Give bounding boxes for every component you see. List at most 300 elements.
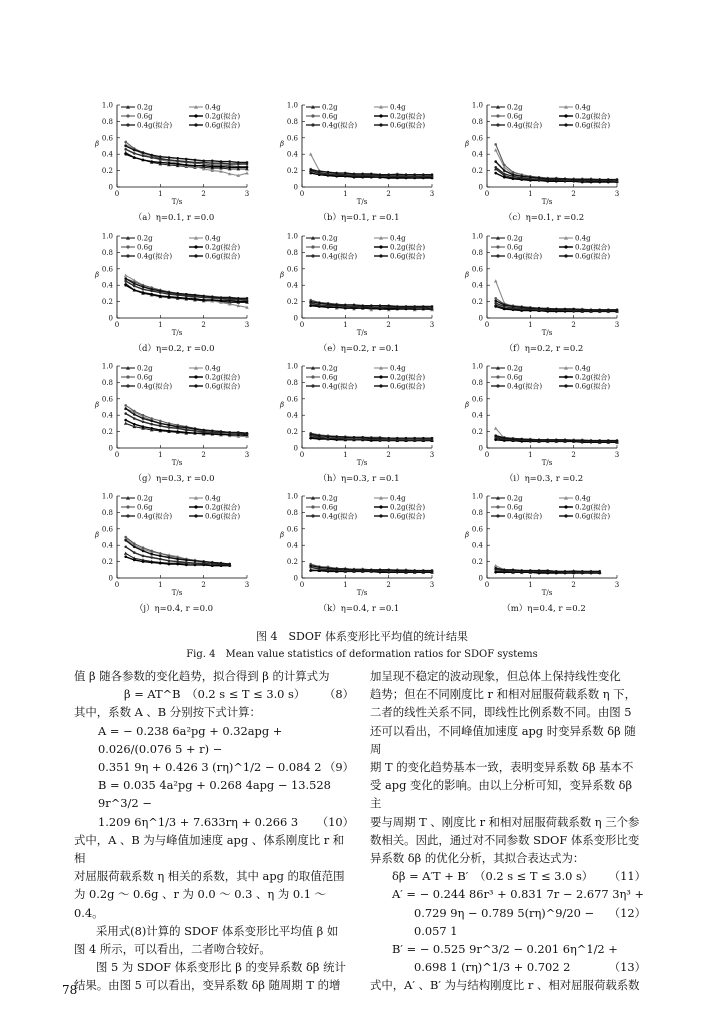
data-point <box>124 274 128 277</box>
y-tick-label: 0.4 <box>471 150 483 159</box>
legend-label: 0.4g <box>205 234 221 243</box>
data-point <box>150 561 153 564</box>
data-point <box>185 429 188 432</box>
x-tick-label: 0 <box>114 190 120 198</box>
legend-marker <box>126 245 129 248</box>
y-tick-label: 0.4 <box>286 411 298 420</box>
y-tick-label: 0 <box>293 183 298 192</box>
data-point <box>202 160 205 163</box>
y-tick-label: 0.8 <box>286 378 298 387</box>
data-point <box>124 412 127 415</box>
y-tick-label: 0.4 <box>471 411 483 420</box>
legend-label: 0.2g <box>322 364 338 373</box>
x-tick-label: 2 <box>571 190 576 198</box>
y-tick-label: 0.2 <box>286 298 298 307</box>
data-point <box>546 439 549 442</box>
data-point <box>520 306 523 309</box>
legend-marker <box>564 514 567 517</box>
chart-panel-k <box>279 493 434 615</box>
data-point <box>133 410 136 413</box>
data-point <box>237 300 240 303</box>
data-point <box>133 156 136 159</box>
data-point <box>176 292 179 295</box>
y-tick-label: 0.4 <box>471 541 483 550</box>
data-point <box>150 553 153 556</box>
data-point <box>494 302 497 305</box>
y-tick-label: 0.2 <box>101 167 113 176</box>
y-tick-label: 0.8 <box>101 248 113 257</box>
legend-marker <box>379 114 382 117</box>
y-tick-label: 0.2 <box>471 298 483 307</box>
data-point <box>176 425 179 428</box>
panel-subtitle: （b）η=0.1, r =0.1 <box>318 213 400 223</box>
data-point <box>168 159 171 162</box>
legend-label: 0.6g(拟合) <box>390 382 426 391</box>
data-point <box>168 295 171 298</box>
y-tick-label: 0.4 <box>101 411 113 420</box>
x-tick-label: 1 <box>343 451 348 459</box>
legend-label: 0.6g <box>507 373 523 382</box>
legend-marker <box>194 245 197 248</box>
data-point <box>379 173 382 176</box>
data-point <box>194 298 197 301</box>
data-point <box>431 173 434 176</box>
legend-label: 0.6g(拟合) <box>205 382 241 391</box>
y-tick-label: 0.2 <box>286 558 298 567</box>
data-point <box>555 570 558 573</box>
data-point <box>142 155 145 158</box>
legend-marker <box>311 384 314 387</box>
x-tick-label: 3 <box>614 451 620 459</box>
data-point <box>503 176 506 179</box>
x-tick-label: 3 <box>429 190 435 198</box>
data-point <box>503 308 506 311</box>
data-point <box>370 173 373 176</box>
data-point <box>590 178 593 181</box>
data-point <box>512 438 515 441</box>
data-point <box>246 432 249 435</box>
legend-marker <box>126 123 129 126</box>
y-axis-label: β <box>464 140 470 148</box>
left-column <box>74 667 354 995</box>
y-tick-label: 0 <box>478 574 483 583</box>
legend-label: 0.2g <box>322 234 338 243</box>
legend-label: 0.2g(拟合) <box>575 112 611 121</box>
data-point <box>361 436 364 439</box>
legend-marker <box>379 123 382 126</box>
data-point <box>176 563 179 566</box>
data-point <box>159 295 162 298</box>
legend-label: 0.6g(拟合) <box>575 121 611 130</box>
data-point <box>159 555 162 558</box>
legend-label: 0.2g <box>137 364 153 373</box>
data-point <box>142 288 145 291</box>
data-point <box>581 439 584 442</box>
data-point <box>413 437 416 440</box>
legend-label: 0.4g(拟合) <box>137 512 173 521</box>
data-point <box>124 546 127 549</box>
legend-label: 0.6g(拟合) <box>575 252 611 261</box>
data-point <box>142 151 145 154</box>
data-point <box>512 173 515 176</box>
data-point <box>512 305 515 308</box>
data-point <box>142 546 145 549</box>
body-text: 要与周期 T 、刚度比 r 和相对屈服荷载系数 η 三个参 <box>370 814 640 829</box>
data-point <box>124 153 127 156</box>
x-tick-label: 0 <box>114 581 120 589</box>
legend-label: 0.4g(拟合) <box>322 252 358 261</box>
legend-label: 0.2g(拟合) <box>390 112 426 121</box>
equation-12a: A′ = − 0.244 86r³ + 0.831 7r − 2.677 3η³ + <box>392 887 645 902</box>
body-text: 二者的线性关系不同，即线性比例系数不同。由图 5 <box>370 705 632 720</box>
data-point <box>309 569 312 572</box>
data-point <box>538 177 541 180</box>
data-point <box>124 280 127 283</box>
y-tick-label: 1.0 <box>286 101 298 110</box>
y-tick-label: 1.0 <box>286 492 298 501</box>
chart-panel-g <box>94 363 249 485</box>
legend-label: 0.2g <box>322 494 338 503</box>
y-axis-label: β <box>464 401 470 409</box>
data-point <box>211 295 214 298</box>
x-tick-label: 0 <box>484 321 490 329</box>
panel-subtitle: （j）η=0.4, r =0.0 <box>134 604 214 614</box>
data-point <box>494 300 497 303</box>
data-point <box>150 420 153 423</box>
data-point <box>168 156 171 159</box>
y-tick-label: 0.6 <box>471 265 483 274</box>
y-tick-label: 0.8 <box>101 378 113 387</box>
data-point <box>538 569 541 572</box>
legend-marker <box>126 114 129 117</box>
x-tick-label: 2 <box>571 451 576 459</box>
data-point <box>494 571 497 574</box>
data-point <box>176 558 179 561</box>
y-tick-label: 0.4 <box>101 281 113 290</box>
data-point <box>168 162 171 165</box>
x-axis-label: T/s <box>541 589 553 597</box>
data-point <box>413 173 416 176</box>
y-tick-label: 0 <box>293 444 298 453</box>
chart-panel-d <box>94 233 249 355</box>
data-point <box>335 172 338 175</box>
y-tick-label: 1.0 <box>471 101 483 110</box>
data-point <box>529 569 532 572</box>
data-point <box>361 569 364 572</box>
x-tick-label: 1 <box>343 321 348 329</box>
data-point <box>211 430 214 433</box>
y-tick-label: 1.0 <box>471 362 483 371</box>
data-point <box>564 439 567 442</box>
data-point <box>353 569 356 572</box>
data-point <box>168 291 171 294</box>
y-tick-label: 1.0 <box>286 362 298 371</box>
data-point <box>520 569 523 572</box>
equation-9a: A = − 0.238 6a²pg + 0.32apg + 0.026/(0.076 5 + r) − <box>98 723 283 756</box>
legend-marker <box>194 384 197 387</box>
y-axis-label: β <box>94 140 100 148</box>
data-point <box>503 569 506 572</box>
y-tick-label: 0.4 <box>101 541 113 550</box>
legend-label: 0.4g(拟合) <box>322 382 358 391</box>
data-point <box>133 149 136 152</box>
legend-label: 0.6g <box>322 112 338 121</box>
legend-marker <box>126 254 129 257</box>
data-point <box>564 570 567 573</box>
figure-caption-en: Fig. 4 Mean value statistics of deformation ratios for SDOF systems <box>186 649 538 660</box>
legend-label: 0.2g(拟合) <box>205 373 241 382</box>
legend-label: 0.4g(拟合) <box>322 121 358 130</box>
y-tick-label: 0 <box>108 314 113 323</box>
data-point <box>413 569 416 572</box>
data-point <box>194 428 197 431</box>
y-axis-label: β <box>464 531 470 539</box>
legend-label: 0.2g(拟合) <box>390 503 426 512</box>
x-tick-label: 1 <box>528 190 533 198</box>
data-point <box>494 305 497 308</box>
panel-subtitle: （c）η=0.1, r =0.2 <box>503 213 585 223</box>
data-point <box>520 175 523 178</box>
legend-label: 0.6g(拟合) <box>390 252 426 261</box>
equation-9b: 0.351 9η + 0.426 3 (rη)^1/2 − 0.084 2 （9） <box>98 760 354 775</box>
data-point <box>211 165 214 168</box>
data-point <box>344 172 347 175</box>
body-text: 为 0.2g ～ 0.6g 、r 为 0.0 ～ 0.3 、η 为 0.1 ～ 0.4。 <box>74 887 327 920</box>
legend-marker <box>496 375 499 378</box>
y-tick-label: 0.2 <box>286 167 298 176</box>
legend-label: 0.2g(拟合) <box>575 373 611 382</box>
data-point <box>142 550 145 553</box>
data-point <box>405 437 408 440</box>
data-point <box>555 308 558 311</box>
y-tick-label: 0.8 <box>101 508 113 517</box>
y-tick-label: 0 <box>108 444 113 453</box>
data-point <box>370 437 373 440</box>
chart-panel-c <box>464 102 619 224</box>
legend-marker <box>496 384 499 387</box>
y-tick-label: 1.0 <box>471 492 483 501</box>
data-point <box>494 166 497 169</box>
data-point <box>422 569 425 572</box>
data-point <box>142 417 145 420</box>
y-tick-label: 0.4 <box>286 281 298 290</box>
y-tick-label: 0.2 <box>101 298 113 307</box>
legend-marker <box>379 384 382 387</box>
x-tick-label: 0 <box>484 581 490 589</box>
data-point <box>529 176 532 179</box>
data-point <box>405 173 408 176</box>
data-point <box>159 420 162 423</box>
data-point <box>124 284 127 287</box>
data-point <box>379 304 382 307</box>
y-tick-label: 0.6 <box>101 525 113 534</box>
data-point <box>309 304 312 307</box>
x-tick-label: 3 <box>244 451 250 459</box>
data-point <box>168 426 171 429</box>
y-axis-label: β <box>279 271 285 279</box>
legend-label: 0.4g(拟合) <box>507 512 543 521</box>
data-point <box>159 422 162 425</box>
data-point <box>185 297 188 300</box>
data-point <box>335 568 338 571</box>
body-text: 加呈现不稳定的波动现象，但总体上保持线性变化 <box>370 669 621 683</box>
equation-8: β = AT^B （0.2 s ≤ T ≤ 3.0 s） （8） <box>124 687 354 702</box>
data-point <box>211 561 214 564</box>
data-point <box>142 421 145 424</box>
x-tick-label: 2 <box>571 321 576 329</box>
data-point <box>220 562 223 565</box>
x-tick-label: 3 <box>614 321 620 329</box>
x-tick-label: 1 <box>158 451 163 459</box>
data-point <box>590 309 593 312</box>
data-point <box>598 439 601 442</box>
data-point <box>168 560 171 563</box>
equation-11: δβ = A′T + B′ （0.2 s ≤ T ≤ 3.0 s） （11） <box>392 869 646 884</box>
legend-marker <box>126 505 129 508</box>
legend-marker <box>194 123 197 126</box>
legend-label: 0.6g <box>322 243 338 252</box>
data-point <box>220 300 223 303</box>
legend-label: 0.2g <box>137 494 153 503</box>
y-tick-label: 0.4 <box>286 150 298 159</box>
data-point <box>202 164 205 167</box>
y-tick-label: 0.4 <box>471 281 483 290</box>
x-axis-label: T/s <box>171 589 183 597</box>
data-point <box>327 303 330 306</box>
data-point <box>405 305 408 308</box>
data-point <box>503 304 506 307</box>
x-tick-label: 0 <box>114 321 120 329</box>
data-point <box>150 156 153 159</box>
body-text: 受 apg 变化的影响。由以上分析可知，变异系数 δβ 主 <box>370 778 633 811</box>
data-point <box>159 158 162 161</box>
legend-marker <box>126 375 129 378</box>
data-point <box>185 564 188 567</box>
data-point <box>361 304 364 307</box>
legend-marker <box>496 505 499 508</box>
y-tick-label: 0.6 <box>471 134 483 143</box>
x-tick-label: 0 <box>299 581 305 589</box>
data-point <box>309 433 312 436</box>
x-tick-label: 0 <box>299 190 305 198</box>
data-point <box>228 166 231 169</box>
data-point <box>396 173 399 176</box>
data-point <box>564 308 567 311</box>
data-point <box>142 425 145 428</box>
x-tick-label: 0 <box>299 451 305 459</box>
data-point <box>150 293 153 296</box>
data-point <box>422 305 425 308</box>
y-tick-label: 0.6 <box>471 395 483 404</box>
data-point <box>503 164 506 167</box>
y-tick-label: 0.8 <box>471 508 483 517</box>
legend-label: 0.2g(拟合) <box>575 243 611 252</box>
y-axis-label: β <box>279 401 285 409</box>
data-point <box>159 161 162 164</box>
data-point <box>607 309 610 312</box>
x-tick-label: 1 <box>528 581 533 589</box>
data-point <box>133 542 136 545</box>
data-point <box>176 160 179 163</box>
data-point <box>590 570 593 573</box>
data-point <box>124 404 127 407</box>
data-point <box>616 309 619 312</box>
data-point <box>194 432 197 435</box>
legend-label: 0.2g(拟合) <box>205 112 241 121</box>
legend-label: 0.4g <box>390 234 406 243</box>
data-point <box>220 160 223 163</box>
y-axis-label: β <box>279 531 285 539</box>
chart-panel-a <box>94 102 249 224</box>
legend-label: 0.4g <box>205 494 221 503</box>
data-point <box>150 550 153 553</box>
data-point <box>598 570 601 573</box>
panel-subtitle: （a）η=0.1, r =0.0 <box>133 213 215 223</box>
data-point <box>538 307 541 310</box>
data-point <box>150 288 153 291</box>
data-point <box>581 178 584 181</box>
data-point <box>124 419 127 422</box>
legend-marker <box>194 505 197 508</box>
data-point <box>124 552 128 555</box>
x-tick-label: 2 <box>571 581 576 589</box>
data-point <box>598 178 601 181</box>
data-point <box>211 160 214 163</box>
y-tick-label: 0.4 <box>101 150 113 159</box>
legend-marker <box>311 245 314 248</box>
legend-label: 0.4g <box>575 364 591 373</box>
x-tick-label: 2 <box>386 581 391 589</box>
data-point <box>353 173 356 176</box>
x-axis-label: T/s <box>541 198 553 206</box>
data-point <box>185 158 188 161</box>
legend-marker <box>496 123 499 126</box>
x-tick-label: 0 <box>484 451 490 459</box>
data-point <box>194 159 197 162</box>
data-point <box>387 173 390 176</box>
data-point <box>159 290 162 293</box>
chart-panel-j <box>94 493 249 615</box>
figure-caption-zh: 图 4 SDOF 体系变形比平均值的统计结果 <box>256 630 468 643</box>
legend-label: 0.6g(拟合) <box>205 512 241 521</box>
y-tick-label: 0.8 <box>286 508 298 517</box>
data-point <box>150 417 153 420</box>
y-tick-label: 1.0 <box>101 362 113 371</box>
legend-marker <box>194 514 197 517</box>
x-tick-label: 3 <box>614 581 620 589</box>
y-tick-label: 0.8 <box>286 248 298 257</box>
body-text: 对屈服荷载系数 η 相关的系数，其中 apg 的取值范围 <box>74 869 345 884</box>
legend-marker <box>496 254 499 257</box>
body-text: 还可以看出，不同峰值加速度 apg 时变异系数 δβ 随周 <box>370 723 636 756</box>
data-point <box>503 173 506 176</box>
data-point <box>379 569 382 572</box>
data-point <box>228 563 231 566</box>
data-point <box>379 437 382 440</box>
x-tick-label: 1 <box>158 581 163 589</box>
data-point <box>396 569 399 572</box>
y-tick-label: 0 <box>293 574 298 583</box>
legend-marker <box>564 114 567 117</box>
legend-label: 0.2g(拟合) <box>205 503 241 512</box>
data-point <box>185 561 188 564</box>
data-point <box>220 165 223 168</box>
x-tick-label: 2 <box>201 321 206 329</box>
x-tick-label: 3 <box>244 321 250 329</box>
x-tick-label: 2 <box>386 321 391 329</box>
x-tick-label: 3 <box>429 581 435 589</box>
x-tick-label: 0 <box>114 451 120 459</box>
